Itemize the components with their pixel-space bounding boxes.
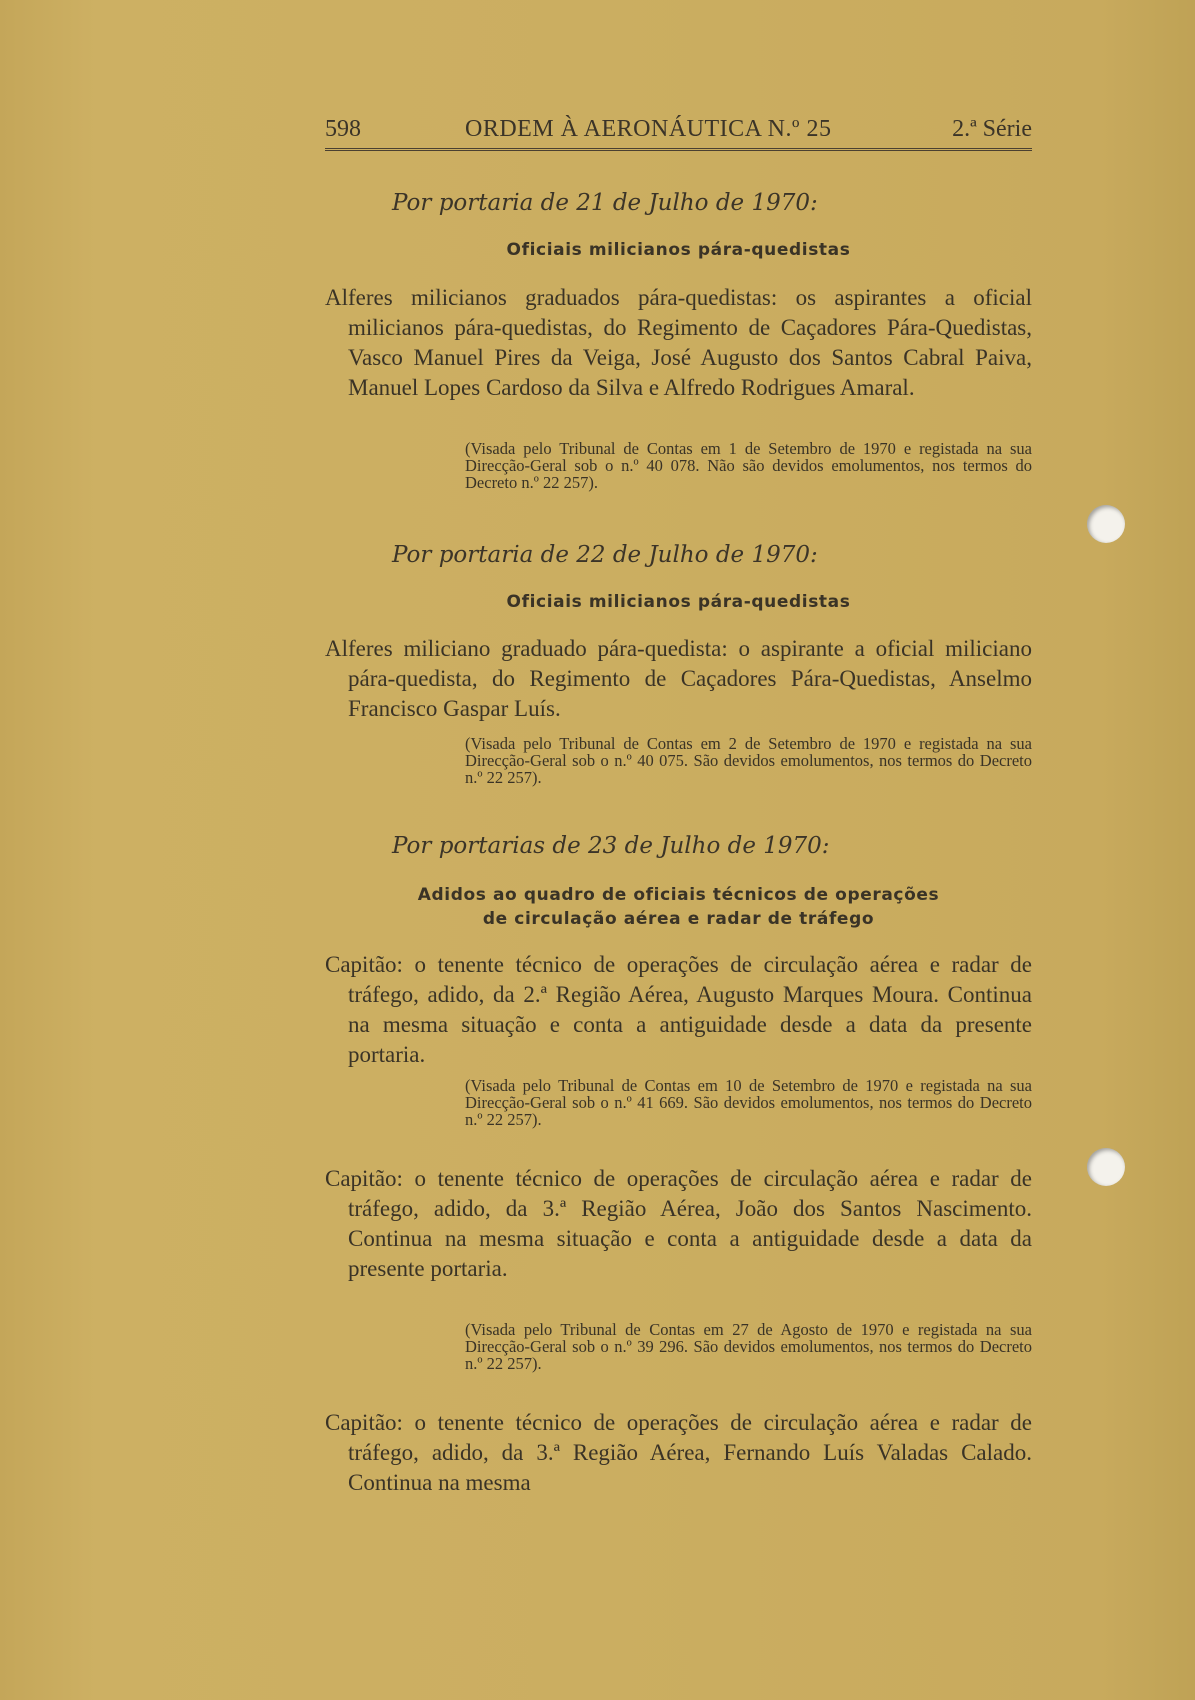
entry-1-body-wrap — [325, 950, 1032, 1070]
entry-1-note-wrap — [325, 1077, 1032, 1128]
registration-note: (Visada pelo Tribunal de Contas em 27 de Agosto de 1970 e registada na sua Direcção-Geral sob o n.º 39 296. São devidos emolumentos, nos termos do Decreto n.º 22 257). — [465, 1320, 1032, 1373]
section-body: Alferes milicianos graduados pára-quedistas: os aspirantes a oficial milicianos pára-quedistas, do Regimento de Caçadores Pára-Quedistas, Vasco Manuel Pires da Veiga, José Augusto dos Santos Cabral Paiva, Manuel Lopes Cardoso da Silva e Alfredo Rodrigues Amaral. — [325, 285, 1032, 400]
page-header — [325, 116, 1032, 151]
section-2-heading-wrap — [325, 590, 1032, 614]
punch-hole-top — [1087, 505, 1125, 543]
entry-2-body-wrap — [325, 1164, 1032, 1284]
section-lead: Por portarias de 23 de Julho de 1970: — [392, 833, 830, 859]
publication-title: ORDEM À AERONÁUTICA N.º 25 — [465, 116, 832, 142]
section-3 — [325, 833, 1032, 859]
section-heading-line2: de circulação aérea e radar de tráfego — [482, 909, 875, 929]
punch-hole-bottom — [1087, 1148, 1125, 1186]
entry-body: Capitão: o tenente técnico de operações de circulação aérea e radar de tráfego, adido, da 2.ª Região Aérea, Augusto Marques Moura. Continua na mesma situação e conta a antiguidade desde a data da presente portaria. — [325, 952, 1032, 1067]
section-lead: Por portaria de 22 de Julho de 1970: — [392, 542, 818, 568]
section-1-body-wrap — [325, 283, 1032, 403]
section-body: Alferes miliciano graduado pára-quedista: o aspirante a oficial miliciano pára-quedista, do Regimento de Caçadores Pára-Quedistas, Anselmo Francisco Gaspar Luís. — [325, 636, 1032, 721]
registration-note: (Visada pelo Tribunal de Contas em 10 de Setembro de 1970 e registada na sua Direcção-Geral sob o n.º 41 669. São devidos emolumentos, nos termos do Decreto n.º 22 257). — [465, 1076, 1032, 1129]
section-heading-line1: Adidos ao quadro de oficiais técnicos de operações — [417, 885, 940, 905]
section-heading: Oficiais milicianos pára-quedistas — [506, 240, 851, 260]
entry-body: Capitão: o tenente técnico de operações de circulação aérea e radar de tráfego, adido, da 3.ª Região Aérea, Fernando Luís Valadas Calado. Continua na mesma — [325, 1410, 1032, 1495]
entry-body: Capitão: o tenente técnico de operações de circulação aérea e radar de tráfego, adido, da 3.ª Região Aérea, João dos Santos Nascimento. Continua na mesma situação e conta a antiguidade desde a data da presente portaria. — [325, 1166, 1032, 1281]
section-3-heading-wrap — [325, 883, 1032, 931]
section-1 — [325, 190, 1032, 216]
registration-note: (Visada pelo Tribunal de Contas em 2 de Setembro de 1970 e registada na sua Direcção-Geral sob o n.º 40 075. São devidos emolumentos, nos termos do Decreto n.º 22 257). — [465, 734, 1032, 787]
entry-2-note-wrap — [325, 1321, 1032, 1372]
section-heading: Oficiais milicianos pára-quedistas — [506, 592, 851, 612]
section-2-note-wrap — [325, 735, 1032, 786]
entry-3-body-wrap — [325, 1408, 1032, 1498]
page-number: 598 — [325, 116, 361, 142]
section-2-body-wrap — [325, 634, 1032, 724]
section-2 — [325, 542, 1032, 568]
series-label: 2.ª Série — [952, 116, 1032, 142]
section-1-heading-wrap — [325, 238, 1032, 262]
section-lead: Por portaria de 21 de Julho de 1970: — [392, 190, 818, 216]
section-1-note-wrap — [325, 440, 1032, 491]
registration-note: (Visada pelo Tribunal de Contas em 1 de Setembro de 1970 e registada na sua Direcção-Geral sob o n.º 40 078. Não são devidos emolumentos, nos termos do Decreto n.º 22 257). — [465, 439, 1032, 492]
